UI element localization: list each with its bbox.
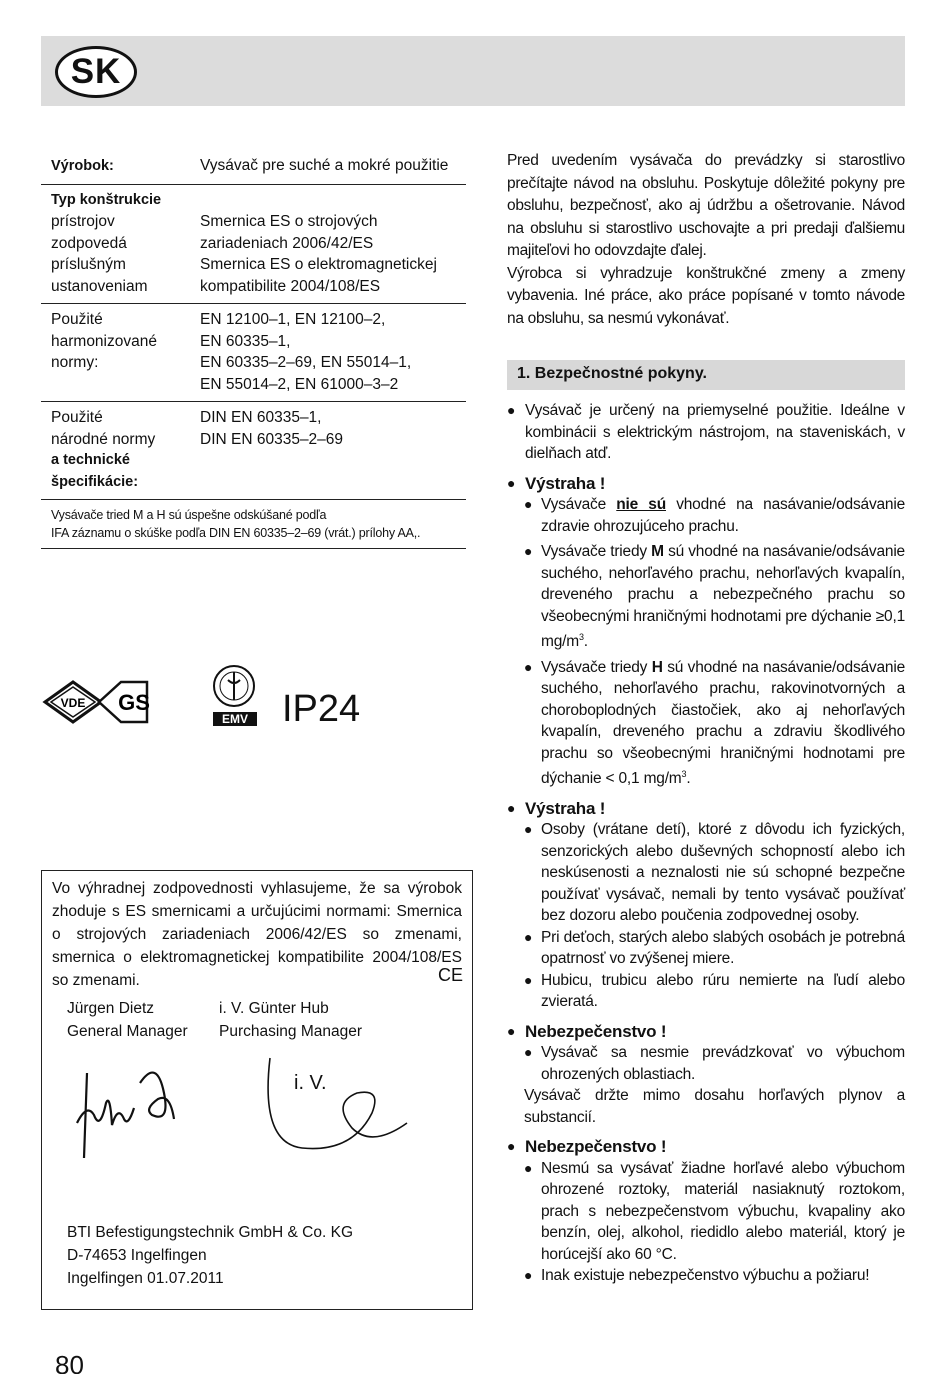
section-title: 1. Bezpečnostné pokyny.	[507, 360, 905, 390]
declaration-text: Vo výhradnej zodpovednosti vyhlasujeme, že sa výrobok zhoduje s ES smernicami a určujúcimi normami: Smernica o strojových zariadeniach 2006/42/ES so zmenami, smernica o elektromagnetickej kompatibilite 2004/108/ES so zmenami.	[52, 880, 462, 989]
certification-logos	[41, 660, 371, 740]
vde-logo	[45, 682, 101, 722]
signer: Jürgen Dietz General Manager	[67, 1000, 188, 1040]
danger-heading: ● Nebezpečenstvo !	[507, 1136, 905, 1158]
safety-instructions	[507, 400, 905, 1287]
svg-text:GS: GS	[118, 690, 150, 715]
spec-value: DIN EN 60335–1, DIN EN 60335–2–69	[200, 409, 344, 448]
danger-heading: ● Nebezpečenstvo !	[507, 1021, 905, 1043]
warning-heading: ● Výstraha !	[507, 473, 905, 495]
company-info: BTI Befestigungstechnik GmbH & Co. KG D-74653 Ingelfingen Ingelfingen 01.07.2011	[67, 1224, 354, 1287]
svg-text:i. V.: i. V.	[294, 1072, 327, 1094]
gs-logo	[99, 682, 150, 722]
spec-label: Použité harmonizované normy:	[51, 311, 157, 371]
spec-value: EN 12100–1, EN 12100–2, EN 60335–1, EN 60335–2–69, EN 55014–1, EN 55014–2, EN 61000–3–2	[200, 311, 412, 393]
list-item: Vysávač držte mimo dosahu horľavých plynov a substancií.	[524, 1087, 905, 1126]
intro-paragraph: Pred uvedením vysávača do prevádzky si starostlivo prečítajte návod na obsluhu. Poskytuje dôležité pokyny pre obsluhu, bezpečnosť, ako aj údržbu a ošetrovanie. Návod na obsluhu si starostlivo uschovajte a pri predaji ďalšiemu majiteľovi ho odovzdajte ďalej.	[507, 152, 905, 259]
spec-value: Vysávač pre suché a mokré použitie	[200, 157, 449, 174]
spec-row	[41, 304, 466, 402]
declaration-box	[41, 870, 473, 1310]
ce-mark: CE	[438, 965, 464, 985]
signers	[67, 997, 447, 1043]
spec-label: Použité národné normy a technické špecifikácie:	[51, 409, 156, 490]
list-item: ● Vysávače triedy H sú vhodné na nasávanie/odsávanie suchého, nehorľavého prachu, rakovinotvorných a choroboplodných čiastočiek, ako aj nehorľavých kvapalín, dreveného prachu a zdraviu škodlivého prachu so všeobecnými hraničnými hodnotami pre dýchanie < 0,1 $mg/m^3$.	[507, 657, 905, 790]
header-bar	[41, 36, 905, 106]
spec-label: Výrobok:	[51, 158, 114, 174]
list-item: ● Vysávač sa nesmie prevádzkovať vo výbuchom ohrozených oblastiach.	[507, 1042, 905, 1085]
spec-row	[41, 185, 466, 305]
language-badge: SK	[55, 46, 137, 98]
list-item: ● Pri deťoch, starých alebo slabých osobách je potrebná opatrnosť vo zvýšenej miere.	[507, 927, 905, 970]
list-item: ● Hubicu, trubicu alebo rúru nemierte na ľudí alebo zvieratá.	[507, 970, 905, 1013]
spec-value: Smernica ES o strojových zariadeniach 2006/42/ES Smernica ES o elektromagnetickej kompatibilite 2004/108/ES	[200, 213, 437, 295]
list-item: ● Nesmú sa vysávať žiadne horľavé alebo výbuchom ohrozené roztoky, materiál nasiaknutý roztokom, prach s nebezpečenstvom výbuchu, kvapaliny ako benzín, olej, alkohol, riedidlo alebo materiál, ktorý je horúcejší ako 60 °C.	[507, 1158, 905, 1266]
ip-rating: IP24	[282, 688, 361, 730]
handwritten-signatures	[62, 1053, 462, 1178]
list-item: ● Inak existuje nebezpečenstvo výbuchu a požiaru!	[507, 1265, 905, 1287]
list-item: ● Osoby (vrátane detí), ktoré z dôvodu ich fyzických, senzorických alebo duševných schopností alebo ich neskúsenosti a neznalosti nie sú schopné bezpečne používať vysávač, nemali by tento vysávač používať bez dozoru alebo poučenia zodpovednej osoby.	[507, 819, 905, 927]
right-column	[507, 150, 905, 1287]
list-item: ● Vysávače triedy M sú vhodné na nasávanie/odsávanie suchého, nehorľavého prachu, nehorľavých kvapalín, dreveného prachu a nebezpečného prachu so všeobecnými hraničnými hodnotami pre dýchanie ≥0,1 $mg/m^3$.	[507, 541, 905, 653]
spec-label: Typ konštrukcie prístrojov zodpovedá príslušným ustanoveniam	[51, 191, 162, 295]
spec-note: Vysávače tried M a H sú úspešne odskúšané podľa IFA záznamu o skúške podľa DIN EN 60335–2–69 (vrát.) prílohy AA,.	[41, 499, 466, 549]
svg-text:EMV: EMV	[221, 712, 249, 726]
svg-text:VDE: VDE	[60, 696, 86, 710]
list-item: ● Vysávače nie sú vhodné na nasávanie/odsávanie zdravie ohrozujúceho prachu.	[507, 494, 905, 537]
signer: i. V. Günter Hub Purchasing Manager	[219, 1000, 363, 1040]
page-number: 80	[55, 1350, 84, 1374]
list-item: ● Vysávač je určený na priemyselné použitie. Ideálne v kombinácii s elektrickým nástrojom, na staveniskách, v dielňach atď.	[507, 400, 905, 465]
spec-row	[41, 402, 466, 499]
spec-table	[41, 150, 466, 549]
warning-heading: ● Výstraha !	[507, 798, 905, 820]
intro-paragraph: Výrobca si vyhradzuje konštrukčné zmeny a zmeny vybavenia. Iné práce, ako práce popísané v tomto návode na obsluhu, sa nesmú vykonávať.	[507, 264, 905, 327]
emv-logo	[213, 666, 257, 726]
spec-row	[41, 150, 466, 185]
